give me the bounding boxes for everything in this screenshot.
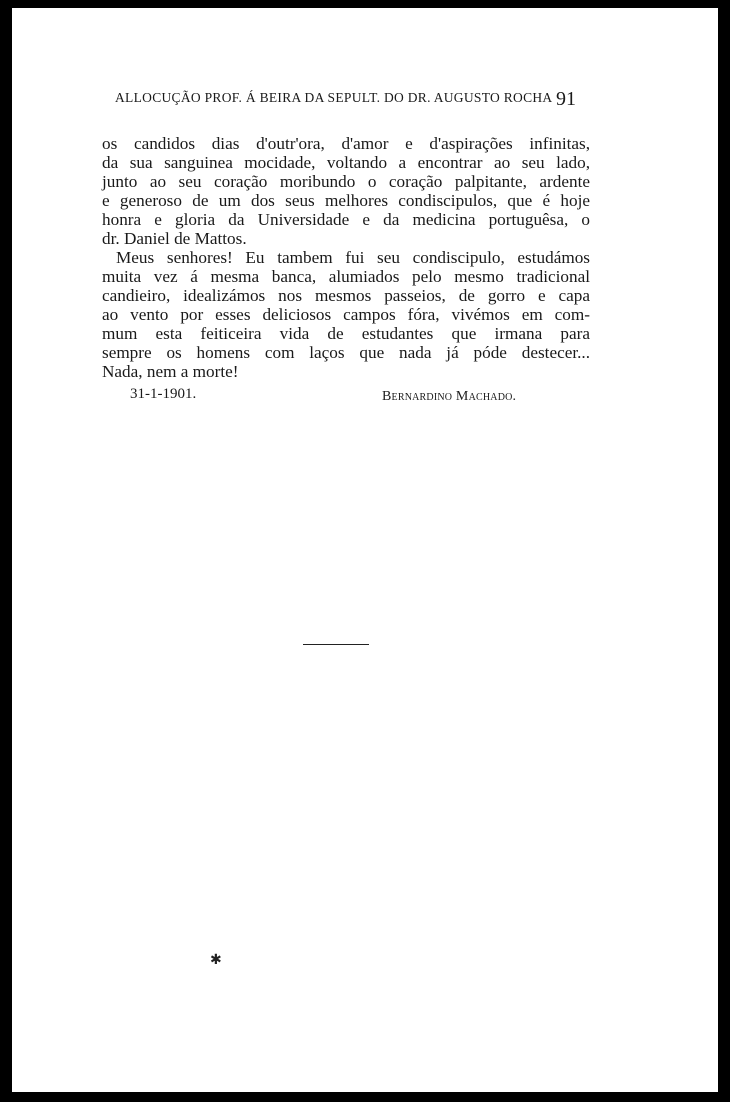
text-line: e generoso de um dos seus melhores condiscipulos, que é hoje [102,191,590,210]
text-line: os candidos dias d'outr'ora, d'amor e d'aspirações infinitas, [102,134,590,153]
signature: Bernardino Machado. [382,389,517,404]
ink-speck-mark: ✱ [210,953,222,968]
page-number: 91 [556,88,576,110]
text-line: Nada, nem a morte! [102,362,239,381]
text-line: honra e gloria da Universidade e da medicina portuguêsa, o [102,210,590,229]
text-line: candieiro, idealizámos nos mesmos passeios, de gorro e capa [102,286,590,305]
text-line: ao vento por esses deliciosos campos fóra, vivémos em com- [102,305,590,324]
document-page [12,8,718,1092]
end-rule-divider [303,644,369,645]
text-line: da sua sanguinea mocidade, voltando a encontrar ao seu lado, [102,153,590,172]
date-line: 31-1-1901. [130,386,197,402]
text-line: junto ao seu coração moribundo o coração palpitante, ardente [102,172,590,191]
text-line: Meus senhores! Eu tambem fui seu condiscipulo, estudámos [116,248,590,267]
running-head-title: ALLOCUÇÃO PROF. Á BEIRA DA SEPULT. DO DR. AUGUSTO ROCHA [115,90,553,105]
text-line: sempre os homens com laços que nada já póde destecer... [102,343,590,362]
text-line: mum esta feiticeira vida de estudantes que irmana para [102,324,590,343]
text-line: muita vez á mesma banca, alumiados pelo mesmo tradicional [102,267,590,286]
body-text [102,134,590,381]
text-line: dr. Daniel de Mattos. [102,229,247,248]
